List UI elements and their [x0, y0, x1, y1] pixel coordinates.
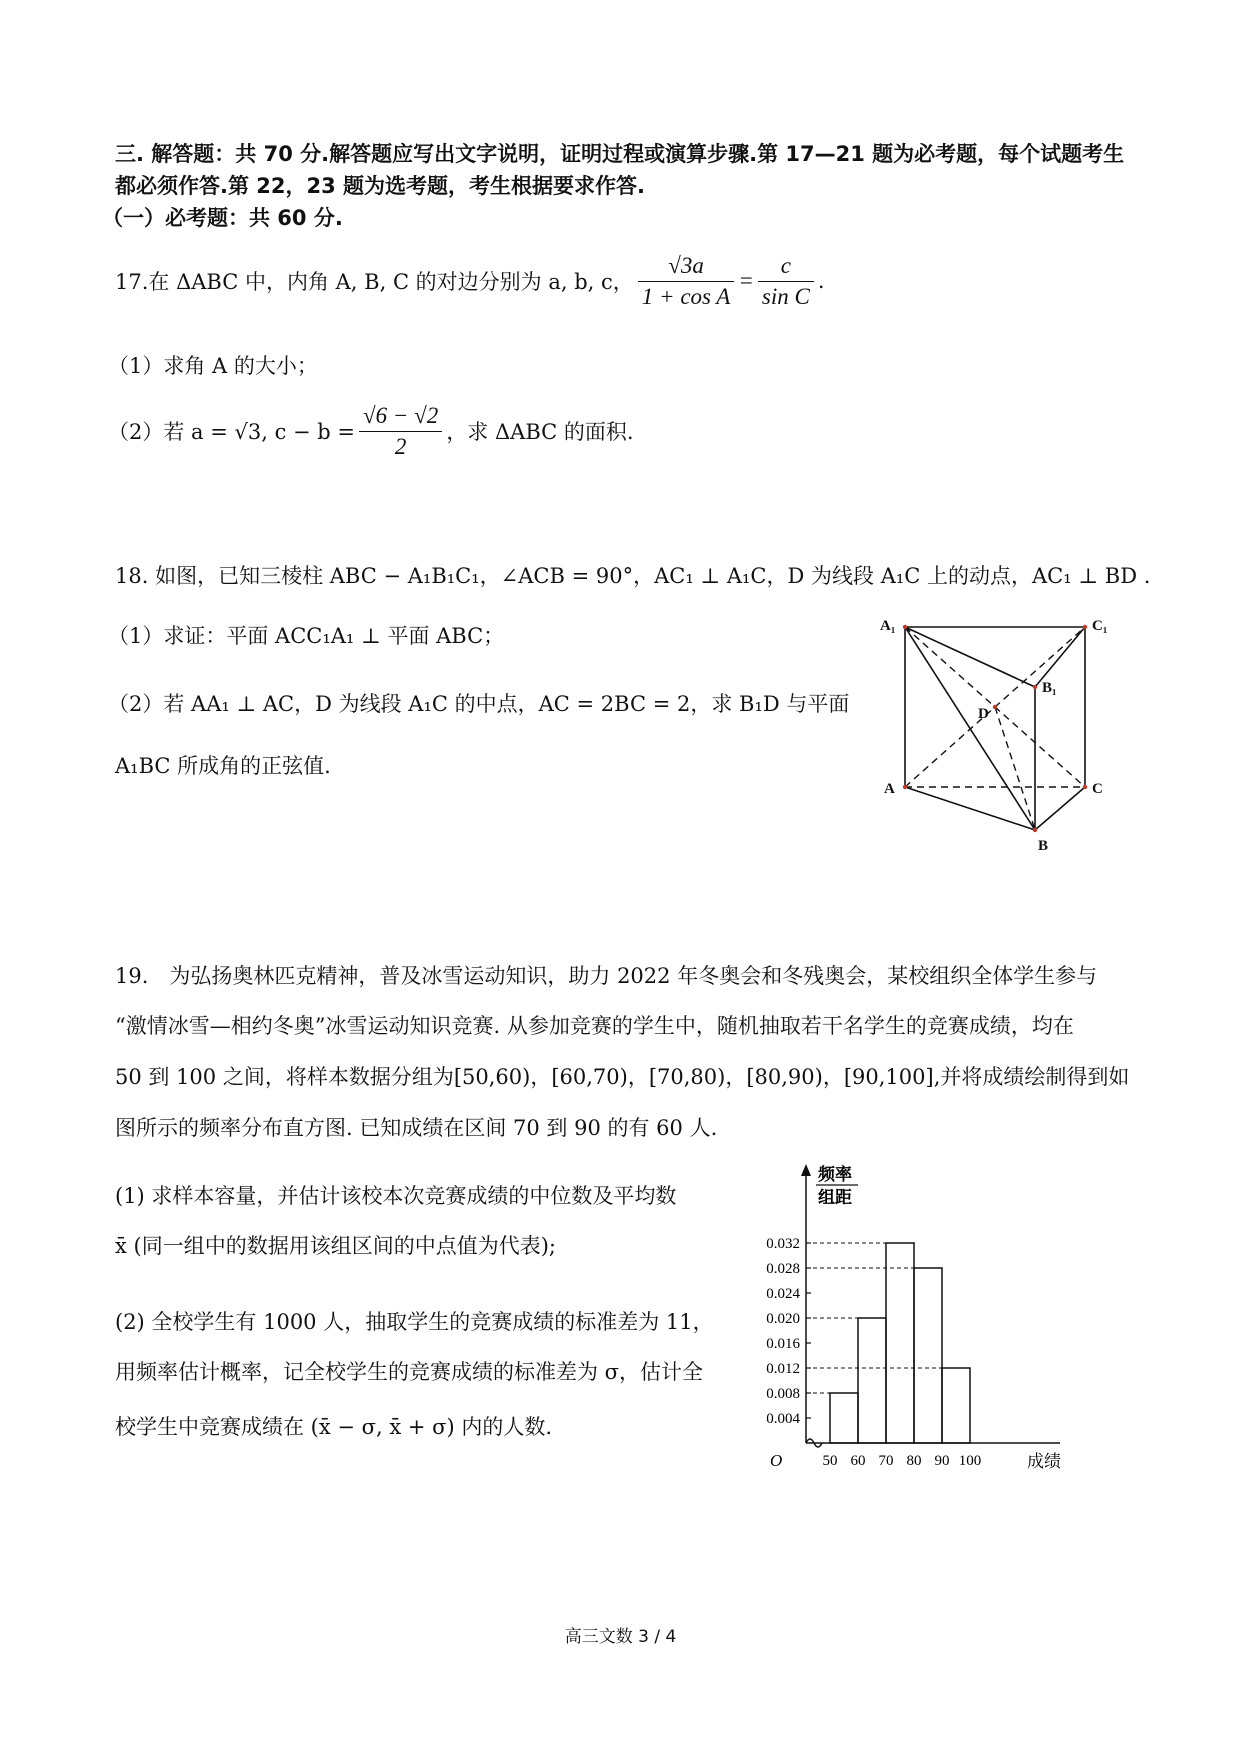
q17-fraction-2 — [758, 253, 814, 310]
page-footer: 高三文数 3 / 4 — [564, 1627, 677, 1647]
xtick-label-90: 90 — [934, 1453, 950, 1469]
q17-part2-num: √6 − √2 — [359, 403, 442, 432]
bar-[60,70) — [858, 1318, 886, 1443]
ylabel-bottom: 组距 — [818, 1188, 852, 1207]
y-axis-arrow — [801, 1164, 811, 1176]
q17-part2-den: 2 — [394, 433, 407, 459]
q17-frac2-den: sin C — [761, 283, 810, 309]
q17-end: . — [817, 269, 825, 293]
q17-frac1-den: 1 + cos A — [641, 283, 731, 309]
origin-label: O — [770, 1451, 783, 1470]
section-subheading: （一）必考题：共 60 分. — [102, 206, 343, 230]
frequency-histogram — [740, 1160, 1080, 1480]
ytick-label-0.016: 0.016 — [766, 1336, 800, 1352]
xtick-label-50: 50 — [822, 1453, 838, 1469]
q17-frac2-num: c — [758, 253, 814, 282]
q17-part2 — [108, 396, 634, 466]
q17-part1: （1）求角 A 的大小； — [108, 354, 318, 378]
q17-part2-fraction — [359, 403, 442, 460]
ytick-label-0.004: 0.004 — [766, 1411, 800, 1427]
q18-part2-cont: A₁BC 所成角的正弦值. — [115, 754, 331, 778]
q19-part2b: 用频率估计概率，记全校学生的竞赛成绩的标准差为 σ，估计全 — [115, 1360, 704, 1384]
q19-line1: 19. 为弘扬奥林匹克精神，普及冰雪运动知识，助力 2022 年冬奥会和冬残奥会，某校组织全体学生参与 — [115, 964, 1098, 988]
xtick-label-80: 80 — [906, 1453, 922, 1469]
q17-equals: = — [738, 268, 754, 293]
bar-[70,80) — [886, 1243, 914, 1443]
bar-[50,60) — [830, 1393, 858, 1443]
ytick-label-0.020: 0.020 — [766, 1311, 800, 1327]
label-B1: B₁ — [1042, 680, 1057, 696]
label-A: A — [884, 781, 895, 797]
q18-statement: 18. 如图，已知三棱柱 ABC − A₁B₁C₁，∠ACB = 90°，AC₁ ⊥ A₁C，D 为线段 A₁C 上的动点，AC₁ ⊥ BD . — [115, 564, 1151, 588]
q18-part2: （2）若 AA₁ ⊥ AC，D 为线段 A₁C 的中点，AC = 2BC = 2，求 B₁D 与平面 — [108, 692, 850, 716]
q19-line3: 50 到 100 之间，将样本数据分组为[50,60)，[60,70)，[70,80)，[80,90)，[90,100],并将成绩绘制得到如 — [115, 1065, 1130, 1089]
bar-[80,90) — [914, 1268, 942, 1443]
ytick-label-0.024: 0.024 — [766, 1286, 800, 1302]
q17-part2-post: ，求 ΔABC 的面积. — [446, 420, 634, 444]
q17-intro: 17.在 ΔABC 中，内角 A, B, C 的对边分别为 a, b, c， — [115, 270, 634, 294]
label-C1: C₁ — [1092, 618, 1108, 634]
q19-line2: “激情冰雪—相约冬奥”冰雪运动知识竞赛. 从参加竞赛的学生中，随机抽取若干名学生的竞赛成绩，均在 — [115, 1014, 1074, 1038]
q18-part1: （1）求证：平面 ACC₁A₁ ⊥ 平面 ABC； — [108, 624, 505, 648]
q19-part2c: 校学生中竞赛成绩在 (x̄ − σ, x̄ + σ) 内的人数. — [115, 1415, 553, 1439]
xlabel: 成绩 — [1027, 1452, 1061, 1471]
ytick-label-0.032: 0.032 — [766, 1236, 800, 1252]
q19-part2a: (2) 全校学生有 1000 人，抽取学生的竞赛成绩的标准差为 11， — [115, 1310, 714, 1334]
ytick-label-0.012: 0.012 — [766, 1361, 800, 1377]
q17-statement — [115, 246, 825, 316]
q17-fraction-1 — [638, 253, 735, 310]
label-D: D — [978, 706, 989, 722]
xtick-label-100: 100 — [958, 1453, 982, 1469]
label-A1: A₁ — [880, 618, 896, 634]
section-heading-line1: 三. 解答题：共 70 分.解答题应写出文字说明，证明过程或演算步骤.第 17—21 题为必考题，每个试题考生 — [115, 142, 1125, 166]
q19-line4: 图所示的频率分布直方图. 已知成绩在区间 70 到 90 的有 60 人. — [115, 1116, 718, 1140]
label-B: B — [1038, 838, 1049, 854]
bar-[90,100] — [942, 1368, 970, 1443]
q19-part1a: (1) 求样本容量，并估计该校本次竞赛成绩的中位数及平均数 — [115, 1184, 677, 1208]
ytick-label-0.028: 0.028 — [766, 1261, 800, 1277]
label-C: C — [1092, 781, 1103, 797]
section-heading-line2: 都必须作答.第 22，23 题为选考题，考生根据要求作答. — [115, 174, 646, 198]
q17-frac1-num: √3a — [638, 253, 735, 282]
prism-figure — [870, 612, 1130, 862]
ylabel-top: 频率 — [818, 1165, 852, 1184]
ytick-label-0.008: 0.008 — [766, 1386, 800, 1402]
xtick-label-70: 70 — [878, 1453, 894, 1469]
xtick-label-60: 60 — [850, 1453, 866, 1469]
q17-part2-pre: （2）若 a = √3, c − b = — [108, 420, 356, 444]
q19-part1b: x̄ (同一组中的数据用该组区间的中点值为代表); — [115, 1234, 556, 1258]
